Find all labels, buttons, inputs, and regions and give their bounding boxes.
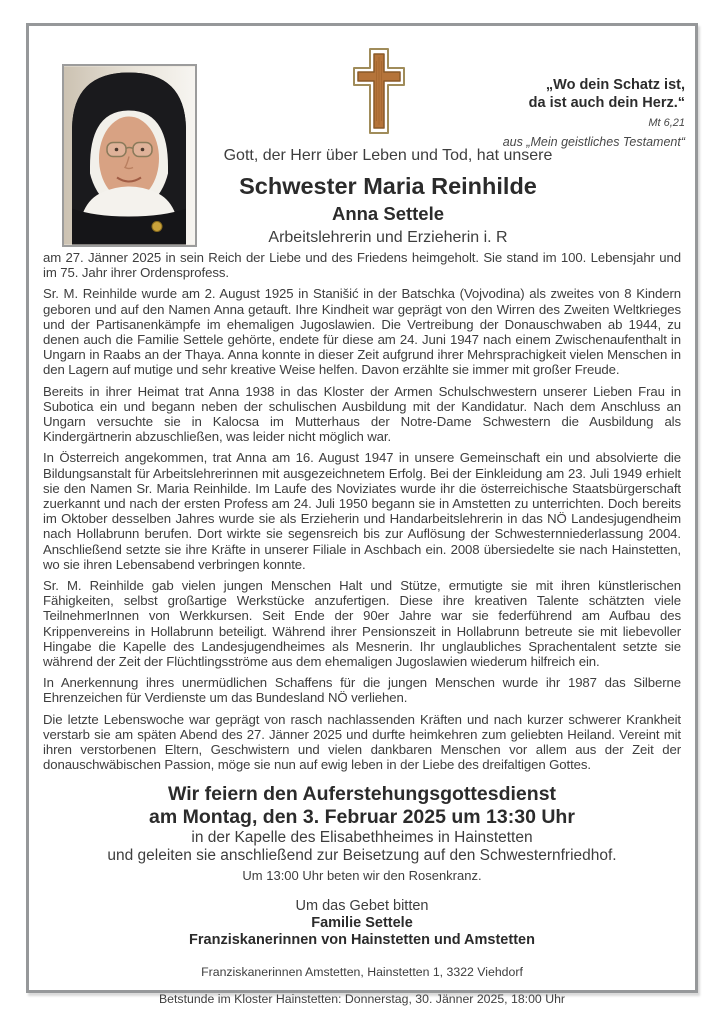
service-location: in der Kapelle des Elisabethheimes in Hainstetten	[191, 828, 533, 846]
document-frame	[26, 23, 698, 1006]
profession-line: Arbeitslehrerin und Erzieherin i. R	[268, 229, 508, 246]
mourners-intro: Um das Gebet bitten	[295, 897, 429, 914]
paragraph-1: am 27. Jänner 2025 in sein Reich der Liebe und des Friedens heimgeholt. Sie stand im 100. Lebensjahr und im 75. Jahr ihrer Ordensprofess.	[43, 250, 681, 281]
mourners-block	[29, 897, 695, 949]
rosary-note: Um 13:00 Uhr beten wir den Rosenkranz.	[242, 867, 482, 883]
intro-line: Gott, der Herr über Leben und Tod, hat unsere	[223, 147, 553, 164]
birth-name: Anna Settele	[331, 203, 445, 224]
prayer-hour-note: Betstunde im Kloster Hainstetten: Donnerstag, 30. Jänner 2025, 18:00 Uhr	[158, 991, 566, 1006]
deceased-name: Schwester Maria Reinhilde	[239, 173, 537, 199]
cross-icon	[352, 47, 406, 135]
document-header	[29, 26, 695, 250]
quote-line-1: „Wo dein Schatz ist,	[545, 77, 685, 93]
scripture-quote	[503, 76, 685, 151]
paragraph-2: Sr. M. Reinhilde wurde am 2. August 1925 in Stanišić in der Batschka (Vojvodina) als zweites von 8 Kindern geboren und auf den Namen Anna getauft. Ihre Kindheit war geprägt von den Wirren des Zweiten Weltkrieges und der Partisanenkämpfe im ehemaligen Jugoslawien. Die Vertreibung der Donauschwaben ab 1944, zu denen auch die Familie Settele gehörte, endete für diese am 24. Juni 1947 nach einem Zwischenaufenthalt in Ungarn in Raabs an der Thaya. Anna konnte in dieser Zeit aufgrund ihrer Mehrsprachigkeit vielen Menschen in den Lagern auf mutige und sehr kreative Weise helfen. Davon erzählte sie immer mit großer Freude.	[43, 286, 681, 378]
paragraph-3: Bereits in ihrer Heimat trat Anna 1938 in das Kloster der Armen Schulschwestern unserer Lieben Frau in Subotica ein und begann neben der schulischen Ausbildung mit der Kandidatur. Nach dem Anschluss an Ungarn versuchte sie in Kalocsa im Mutterhaus der Notre-Dame Schwestern die Ausbildung als Kindergärtnerin abzuschließen, was leider nicht möglich war.	[43, 383, 681, 445]
paragraph-6: In Anerkennung ihres unermüdlichen Schaffens für die jungen Menschen wurde ihr 1987 das Silberne Ehrenzeichen für Verdienste um das Bundesland NÖ verliehen.	[43, 675, 681, 706]
funeral-service-block	[29, 783, 695, 884]
quote-line-2: da ist auch dein Herz.“	[528, 95, 685, 111]
paragraph-4: In Österreich angekommen, trat Anna am 16. August 1947 in unsere Gemeinschaft ein und absolvierte die Bildungsanstalt für Arbeitslehrerinnen mit ausgezeichnetem Erfolg. Bei der Einkleidung am 23. Juli 1949 erhielt sie den Namen Sr. Maria Reinhilde. Im Laufe des Noviziates wurde ihr die österreichische Staatsbürgerschaft zuerkannt und nach der ersten Profess am 24. Juli 1950 begann sie in Amstetten zu unterrichten. Doch bereits im Oktober desselben Jahres wurde sie als Erzieherin und Handarbeitslehrerin in das NÖ Landesjugendheim nach Hollabrunn berufen. Dort wirkte sie segensreich bis zur Auflösung der Schwesternniederlassung 2004. Anschließend setzte sie ihre Kräfte in unserer Filiale in Aschbach ein. 2008 übersiedelte sie nach Hainstetten, wo sie ihren Lebensabend verbringen konnte.	[43, 450, 681, 572]
obituary-body	[43, 250, 681, 773]
mourners-order: Franziskanerinnen von Hainstetten und Amstetten	[189, 931, 535, 948]
quote-source: aus „Mein geistliches Testament“	[502, 135, 685, 149]
convent-address: Franziskanerinnen Amstetten, Hainstetten 1, 3322 Viehdorf	[201, 964, 523, 979]
paragraph-7: Die letzte Lebenswoche war geprägt von rasch nachlassenden Kräften und nach kurzer schwerer Krankheit verstarb sie am späten Abend des 27. Jänner 2025 und durfte heimkehren zum geliebten Heiland. Vereint mit ihren verstorbenen Eltern, Geschwistern und vielen dankbaren Menschen vor allem aus der Zeit der donauschwäbischen Passion, möge sie nun auf ewig leben in der Liebe des dreifaltigen Gottes.	[43, 711, 681, 773]
service-title: Wir feiern den Auferstehungsgottesdienst	[167, 782, 557, 805]
service-datetime: am Montag, den 3. Februar 2025 um 13:30 Uhr	[149, 805, 575, 828]
document-footer	[29, 965, 695, 1006]
service-burial: und geleiten sie anschließend zur Beisetzung auf den Schwesternfriedhof.	[107, 847, 617, 864]
paragraph-5: Sr. M. Reinhilde gab vielen jungen Menschen Halt und Stütze, ermutigte sie mit ihren künstlerischen Fähigkeiten, selbst großartige Werkstücke anzufertigen. Diese ihre kreativen Talente schätzten viele TeilnehmerInnen von Werkkursen. Seit Ende der 90er Jahre war sie federführend am Aufbau des Krippenvereins in Hollabrunn beteiligt. Während ihrer Pensionszeit in Hollabrunn betreute sie mit liebevoller Hingabe die Kapelle des Landesjugendheimes als Mesnerin. Ihr unglaubliches Sprachentalent setzte sie während der Zeit der Flüchtlingsströme aus dem ehemaligen Jugoslawien wiederum hilfreich ein.	[43, 578, 681, 670]
quote-reference: Mt 6,21	[648, 117, 685, 129]
mourners-family: Familie Settele	[311, 914, 413, 931]
title-block	[81, 147, 695, 247]
